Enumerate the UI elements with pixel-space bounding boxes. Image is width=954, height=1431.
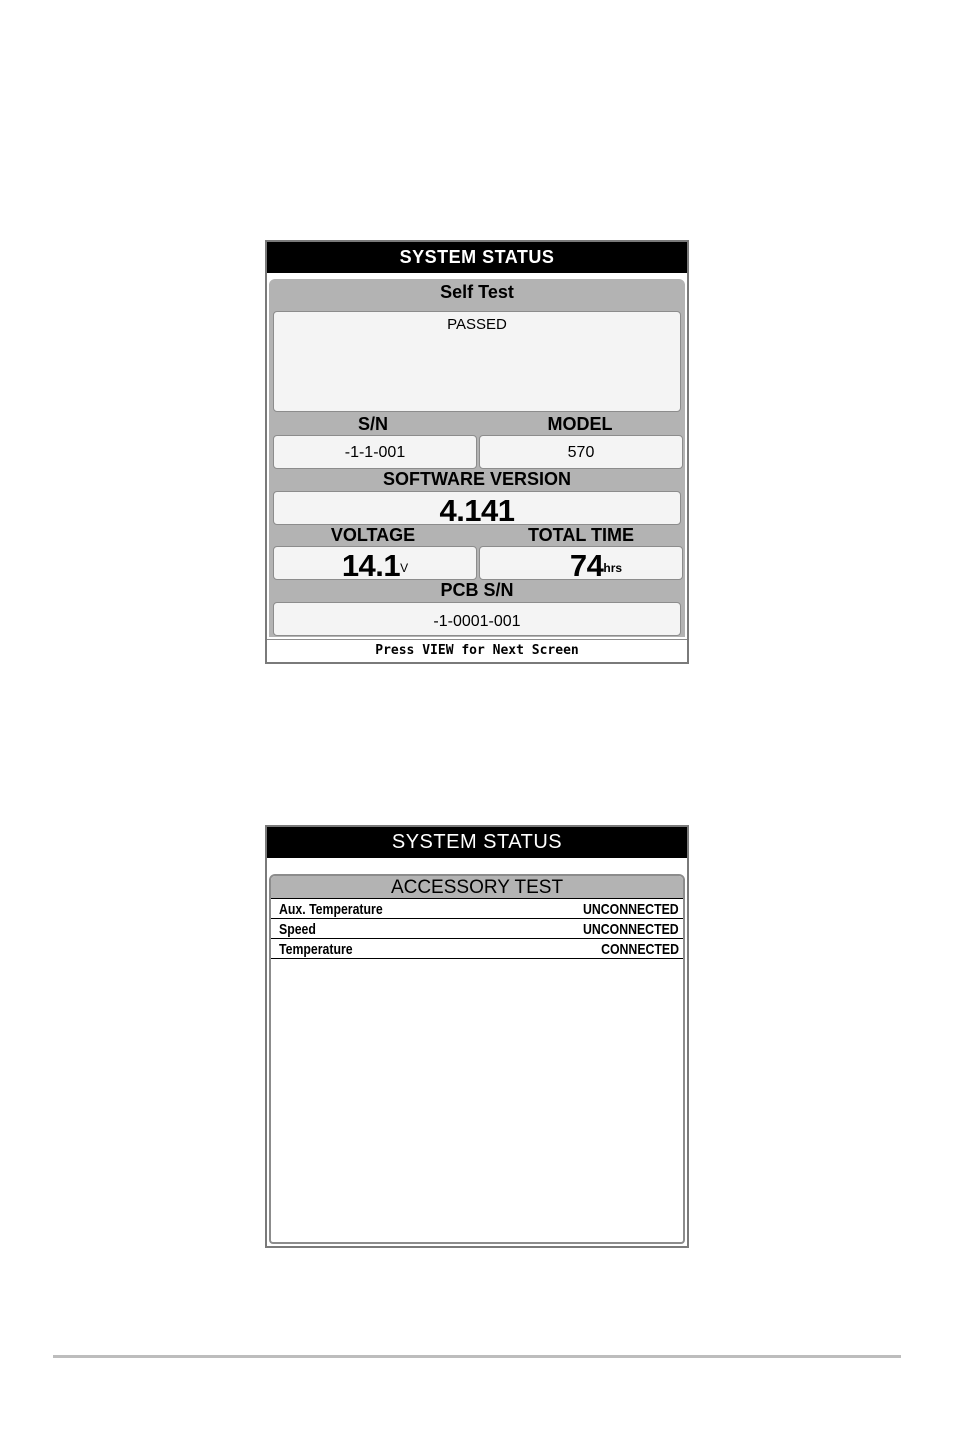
list-item [271,939,683,959]
software-version-label: SOFTWARE VERSION [382,469,571,489]
list-item [271,898,683,919]
voltage-value: 14.1 [341,548,401,583]
screen-title: SYSTEM STATUS [267,242,687,273]
total-time-label: TOTAL TIME [528,525,634,545]
self-test-label: Self Test [440,282,514,302]
accessory-status: UNCONNECTED [583,901,679,918]
pcb-sn-label: PCB S/N [440,580,514,600]
pcb-sn-box [273,602,681,636]
accessory-name: Temperature [279,941,353,958]
total-time-box [479,546,683,583]
sn-value: -1-1-001 [344,444,406,461]
accessory-test-header: ACCESSORY TEST [271,876,683,898]
voltage-box [273,546,477,583]
screen-title: SYSTEM STATUS [267,827,687,858]
system-status-screen-1 [265,240,689,664]
list-item [271,919,683,939]
voltage-unit: V [400,561,409,575]
self-test-result-box [273,311,681,412]
total-time-unit: hrs [603,561,623,575]
page-footer-rule [53,1355,901,1358]
accessory-status: CONNECTED [601,941,679,958]
accessory-name: Aux. Temperature [279,901,383,918]
model-label: MODEL [547,414,613,434]
accessory-status: UNCONNECTED [583,921,679,938]
voltage-label: VOLTAGE [330,525,416,545]
accessory-name: Speed [279,921,316,938]
accessory-panel [269,874,685,1244]
sn-box [273,435,477,469]
software-version-value: 4.141 [439,493,515,528]
software-version-box [273,491,681,528]
pcb-sn-value: -1-0001-001 [433,613,521,630]
total-time-value: 74 [569,548,604,583]
self-test-result: PASSED [447,316,507,333]
system-status-screen-2 [265,825,689,1248]
sn-label: S/N [357,414,388,434]
model-value: 570 [567,444,595,461]
status-panel [269,279,685,637]
next-screen-hint: Press VIEW for Next Screen [267,639,687,662]
model-box [479,435,683,469]
